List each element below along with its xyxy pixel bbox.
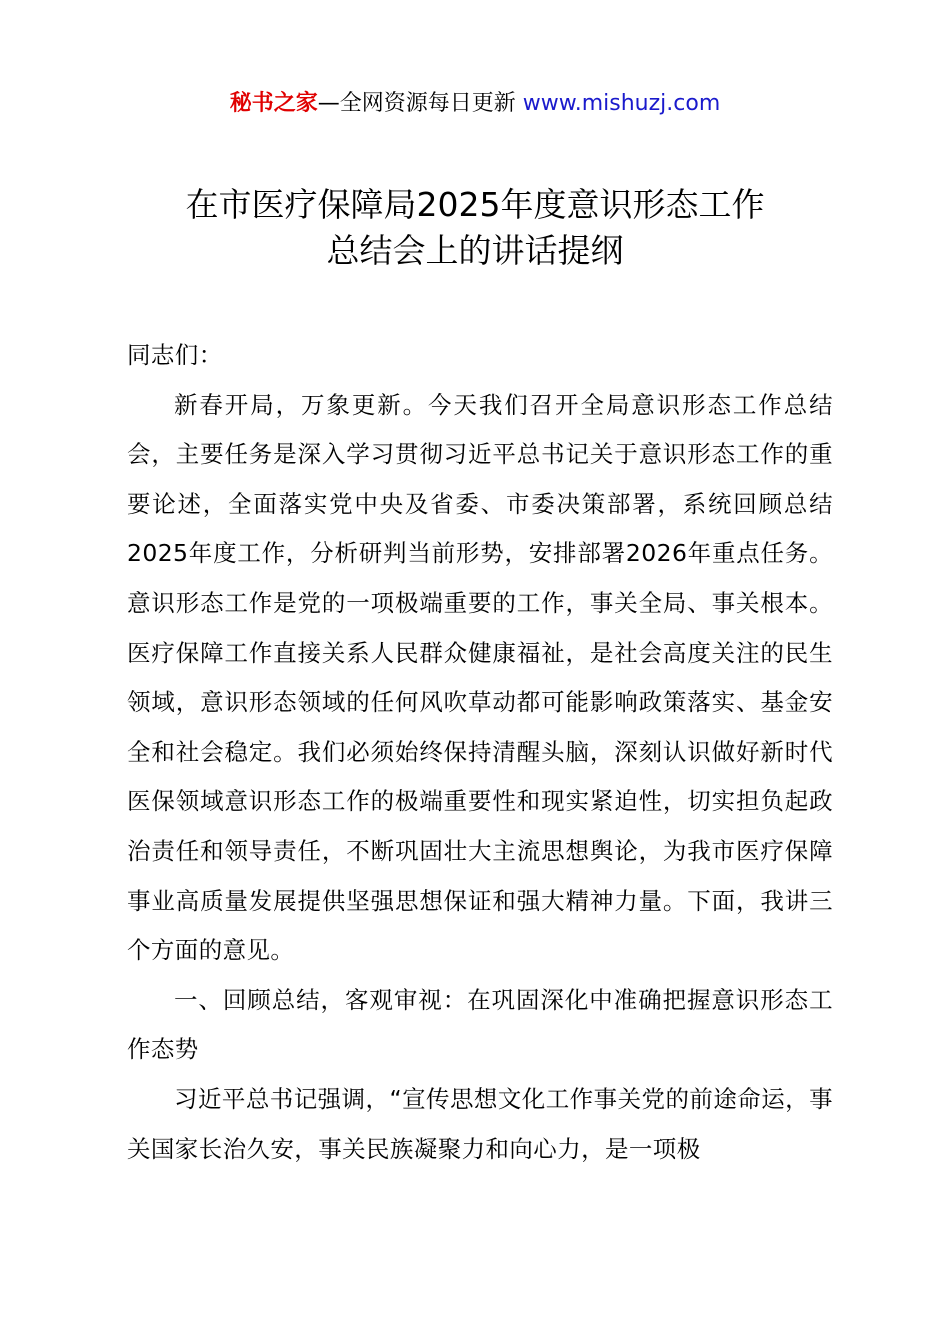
section-heading-1: 一、回顾总结，客观审视：在巩固深化中准确把握意识形态工作态势 <box>127 985 833 1064</box>
salutation: 同志们： <box>127 341 223 369</box>
title-line-1: 在市医疗保障局2025年度意识形态工作 <box>185 185 765 224</box>
site-brand: 秘书之家 <box>229 91 318 116</box>
site-tagline: —全网资源每日更新 <box>317 91 516 116</box>
document-body <box>127 331 833 1174</box>
paragraph-section-1: 习近平总书记强调，“宣传思想文化工作事关党的前途命运，事关国家长治久安，事关民族凝聚力和向心力，是一项极 <box>127 1084 833 1163</box>
paragraph-intro: 新春开局，万象更新。今天我们召开全局意识形态工作总结会，主要任务是深入学习贯彻习近平总书记关于意识形态工作的重要论述，全面落实党中央及省委、市委决策部署，系统回顾总结2025年度工作，分析研判当前形势，安排部署2026年重点任务。意识形态工作是党的一项极端重要的工作，事关全局、事关根本。医疗保障工作直接关系人民群众健康福祉，是社会高度关注的民生领域，意识形态领域的任何风吹草动都可能影响政策落实、基金安全和社会稳定。我们必须始终保持清醒头脑，深刻认识做好新时代医保领域意识形态工作的极端重要性和现实紧迫性，切实担负起政治责任和领导责任，不断巩固壮大主流思想舆论，为我市医疗保障事业高质量发展提供坚强思想保证和强大精神力量。下面，我讲三个方面的意见。 <box>127 390 833 965</box>
document-title <box>0 182 950 274</box>
site-header <box>0 88 950 120</box>
site-url-link[interactable]: www.mishuzj.com <box>522 91 721 116</box>
title-line-2: 总结会上的讲话提纲 <box>326 231 624 270</box>
